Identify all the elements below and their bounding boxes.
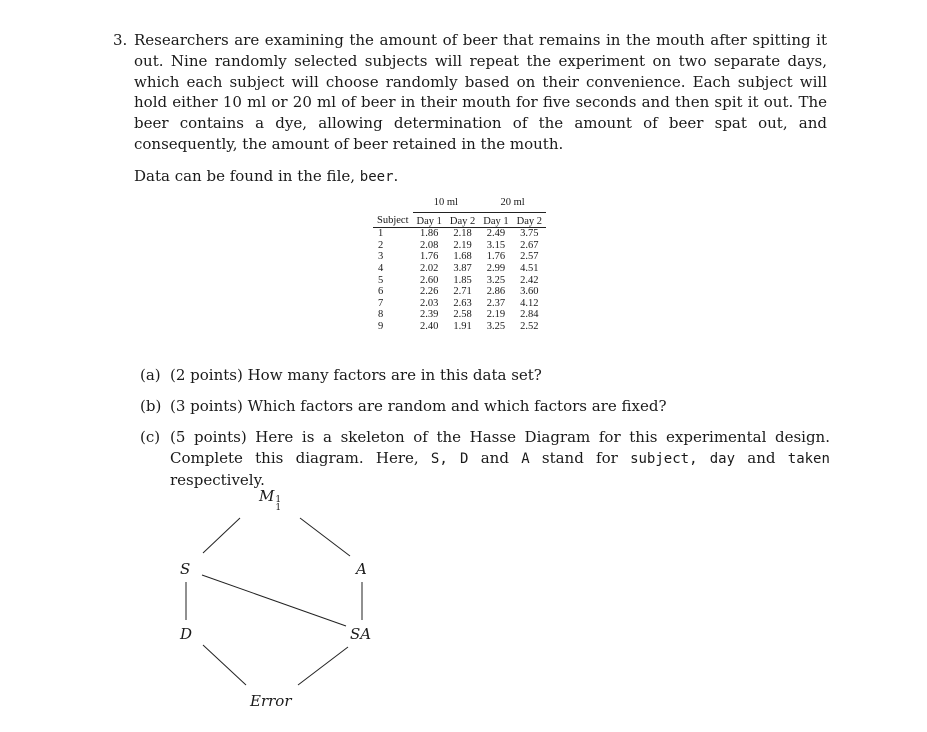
edge-M-S [203, 518, 240, 553]
subject-cell: 8 [378, 309, 384, 321]
code-a: A [521, 451, 530, 467]
hasse-node-a: A [356, 560, 367, 578]
part-a-label: (a) [140, 366, 161, 384]
value-cell: 2.37 [486, 297, 506, 309]
value-cell: 2.19 [453, 239, 472, 251]
edge-D-Error [203, 645, 246, 685]
data-file-suffix: . [393, 167, 399, 185]
subject-cell: 2 [378, 239, 384, 251]
edge-SA-Error [298, 647, 348, 685]
code-d: D [460, 451, 469, 467]
subject-cell: 9 [378, 320, 384, 332]
value-cell: 2.02 [420, 262, 439, 274]
value-cell: 2.86 [486, 286, 506, 298]
subject-cell: 3 [378, 251, 384, 263]
hasse-node-grand-mean [259, 487, 281, 512]
value-cell: 1.76 [420, 251, 439, 263]
hasse-node-s: S [180, 560, 191, 578]
value-cell: 2.67 [520, 239, 539, 251]
value-cell: 2.19 [486, 309, 506, 321]
data-file-name: beer [359, 169, 394, 185]
value-cell: 2.99 [486, 262, 506, 274]
edge-M-A [300, 518, 350, 556]
subject-cell: 1 [373, 228, 413, 240]
value-cell: 2.42 [520, 274, 539, 286]
value-cell: 2.63 [453, 297, 472, 309]
column-header: Day 1 [416, 215, 442, 227]
part-c-label: (c) [140, 428, 161, 446]
part-c-text-2: stand for [541, 449, 618, 467]
value-cell: 2.84 [520, 309, 539, 321]
value-cell: 4.51 [520, 262, 539, 274]
value-cell: 1.68 [453, 251, 472, 263]
value-cell: 1.86 [413, 228, 446, 240]
hasse-node-d: D [180, 625, 193, 643]
code-day: day [709, 451, 736, 467]
value-cell: 2.08 [420, 239, 439, 251]
edge-S-SA [202, 575, 346, 626]
part-c-text-3: respectively. [170, 471, 265, 489]
part-b-text: (3 points) Which factors are random and which factors are fixed? [170, 397, 667, 415]
value-cell: 3.15 [486, 239, 506, 251]
value-cell: 3.25 [486, 274, 506, 286]
value-cell: 3.25 [486, 320, 506, 332]
code-taken: taken [787, 451, 830, 467]
value-cell: 3.60 [520, 286, 539, 298]
value-cell: 2.71 [453, 286, 472, 298]
value-cell: 2.39 [420, 309, 439, 321]
subject-cell: 4 [378, 262, 384, 274]
part-a-text: (2 points) How many factors are in this data set? [170, 366, 542, 384]
value-cell: 3.87 [453, 262, 472, 274]
part-b-label: (b) [140, 397, 162, 415]
grand-mean-symbol: M [259, 487, 275, 505]
subject-cell: 7 [378, 297, 384, 309]
hasse-node-sa: SA [350, 625, 372, 643]
part-c-text-1: (5 points) Here is a skeleton of the Hasse Diagram for this experimental design. Complete this diagram. Here, [170, 428, 830, 467]
value-cell: 2.40 [420, 320, 439, 332]
value-cell: 2.60 [420, 274, 439, 286]
value-cell: 2.57 [520, 251, 539, 263]
column-header: Day 2 [449, 215, 476, 227]
value-cell: 2.49 [479, 228, 512, 240]
code-subject: subject, [630, 451, 698, 467]
value-cell: 2.18 [446, 228, 479, 240]
data-file-prefix: Data can be found in the file, [134, 167, 356, 185]
group-header-20ml: 20 ml [479, 197, 546, 212]
column-header: Day 2 [516, 215, 542, 227]
column-header: Day 1 [483, 215, 509, 227]
value-cell: 1.76 [486, 251, 506, 263]
grand-mean-subscript: 1 [275, 503, 282, 513]
grand-mean-superscript: 1 [275, 495, 282, 505]
question-number: 3. [113, 31, 128, 49]
value-cell: 1.91 [453, 320, 472, 332]
subject-cell: 6 [378, 286, 384, 298]
hasse-node-error: Error [250, 692, 292, 710]
column-header-subject: Subject [377, 215, 409, 227]
part-c-and-1: and [480, 449, 509, 467]
code-s: S, [430, 451, 448, 467]
value-cell: 2.03 [420, 297, 439, 309]
value-cell: 2.26 [420, 286, 439, 298]
value-cell: 1.85 [453, 274, 472, 286]
value-cell: 3.75 [513, 228, 546, 240]
question-text: Researchers are examining the amount of beer that remains in the mouth after spitting it out. Nine randomly selected subjects will repeat the experiment on two separate days, which each subject will choose randomly based on their convenience. Each subject will hold either 10 ml or 20 ml of beer in their mouth for five seconds and then spit it out. The beer contains a dye, allowing determination of the amount of beer spat out, and consequently, the amount of beer retained in the mouth. [134, 31, 827, 153]
part-c-and-2: and [747, 449, 776, 467]
value-cell: 2.58 [453, 309, 472, 321]
group-header-10ml: 10 ml [413, 197, 480, 212]
subject-cell: 5 [378, 274, 384, 286]
value-cell: 4.12 [520, 297, 539, 309]
value-cell: 2.52 [520, 320, 539, 332]
